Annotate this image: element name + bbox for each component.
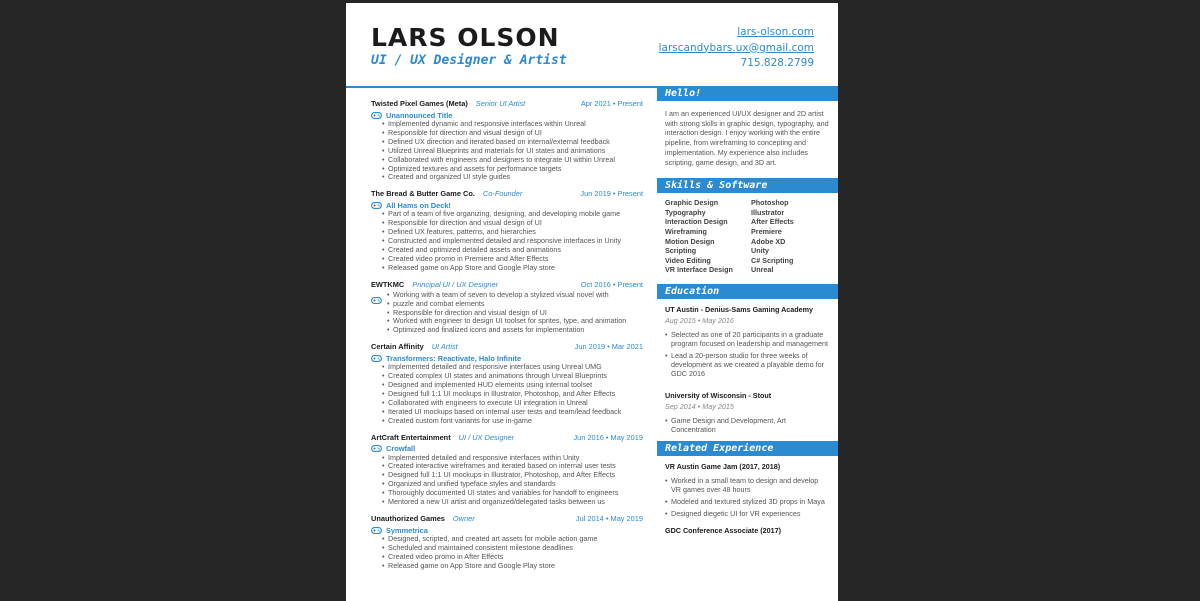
bullet-item: • Designed full 1:1 UI mockups in Illustrator, Photoshop, and After Effects [388, 471, 643, 480]
bullet-item: • Iterated UI mockups based on internal user tests and team/lead feedback [388, 408, 643, 417]
skill-item: Graphic Design [665, 198, 719, 208]
gamepad-icon [371, 445, 382, 452]
skill-item: Motion Design [665, 236, 715, 246]
project-name: Symmetrica [386, 525, 428, 535]
bullet-item: • Defined UX features, patterns, and hierarchies [388, 228, 643, 237]
bullet-item: • Optimized and finalized icons and assets for implementation [393, 326, 643, 335]
gamepad-icon [371, 355, 382, 362]
bullet-item: • Responsible for direction and visual design of UI [393, 309, 643, 318]
job-bullets [371, 291, 643, 336]
gamepad-icon [371, 202, 382, 209]
bullet-item: • Designed full 1:1 UI mockups in Illustrator, Photoshop, and After Effects [388, 390, 643, 399]
bullet-item: • Created interactive wireframes and iterated based on internal user tests [388, 462, 643, 471]
company-name: Unauthorized Games [371, 514, 445, 523]
bullet-item: • Released game on App Store and Google Play store [388, 562, 643, 571]
project-name: All Hams on Deck! [386, 200, 451, 210]
bullet-item: • Scheduled and maintained consistent milestone deadlines [388, 544, 643, 553]
job-role: UI Artist [431, 342, 458, 352]
software-item: Adobe XD [751, 236, 786, 246]
bullet-item: • Part of a team of five organizing, designing, and developing mobile game [388, 210, 643, 219]
job-entry [371, 514, 643, 571]
job-entry [371, 433, 643, 507]
project-name: Unannounced Title [386, 110, 453, 120]
bullet-item: • Collaborated with engineers and designers to integrate UI within Unreal [388, 156, 643, 165]
resume-job-title: UI / UX Designer & Artist [371, 53, 567, 68]
related-experience-list [657, 456, 838, 536]
skill-item: Video Editing [665, 255, 711, 265]
job-role: Senior UI Artist [475, 99, 526, 108]
skills-grid [657, 193, 838, 275]
bullet-item: • Worked with engineer to design UI toolset for sprites, type, and animation [393, 317, 643, 326]
phone-number: 715.828.2799 [740, 57, 814, 69]
software-item: Illustrator [751, 207, 785, 217]
gamepad-icon [371, 527, 382, 534]
school-name: UT Austin - Denius-Sams Gaming Academy [665, 304, 814, 314]
bullet-item: • Designed and implemented HUD elements using internal toolset [388, 381, 643, 390]
bullet-item: • Released game on App Store and Google Play store [388, 264, 643, 273]
school-name: University of Wisconsin - Stout [665, 390, 772, 400]
bullet-item: • Constructed and implemented detailed and responsive interfaces in Unity [388, 237, 643, 246]
bullet-item: • Created custom font variants for use in-game [388, 417, 643, 426]
bullet-item: • puzzle and combat elements [393, 300, 643, 309]
school-dates: Aug 2015 • May 2016 [665, 315, 734, 325]
job-entry [371, 189, 643, 272]
bullet-item: • Utilized Unreal Blueprints and materials for UI states and animations [388, 147, 643, 156]
education-bullets [665, 330, 830, 378]
skill-item: Scripting [665, 246, 697, 256]
bullet-item: • Responsible for direction and visual design of UI [388, 129, 643, 138]
bullet-item: • Created complex UI states and animations through Unreal Blueprints [388, 372, 643, 381]
job-header [371, 99, 643, 110]
school-dates: Sep 2014 • May 2015 [665, 401, 734, 411]
job-header [371, 433, 643, 444]
related-entry [657, 521, 838, 536]
software-item: Photoshop [751, 198, 789, 208]
gamepad-icon [371, 297, 382, 304]
job-dates: Jun 2019 • Present [580, 189, 643, 199]
bullet-item: • Created video promo in Premiere and After Effects [388, 255, 643, 264]
company-name: The Bread & Butter Game Co. [371, 189, 475, 199]
job-entry [371, 280, 643, 336]
email-link[interactable]: larscandybars.ux@gmail.com [658, 41, 814, 54]
related-title: GDC Conference Associate (2017) [665, 525, 781, 535]
bullet-item: • Collaborated with engineers to execute UI integration in Unreal [388, 399, 643, 408]
related-title: VR Austin Game Jam (2017, 2018) [665, 461, 781, 471]
bullet-item: • Implemented detailed and responsive interfaces using Unreal UMG [388, 363, 643, 372]
bullet-item: • Selected as one of 20 participants in a graduate program focused on leadership and management [671, 330, 830, 348]
education-bullets [665, 416, 830, 434]
bullet-item: • Worked in a small team to design and develop VR games over 48 hours [671, 476, 830, 494]
resume-name: LARS OLSON [371, 23, 560, 52]
company-name: EWTKMC [371, 279, 405, 289]
header-divider [346, 86, 657, 88]
bullet-item: • Defined UX direction and iterated based on internal/external feedback [388, 138, 643, 147]
bullet-item: • Organized and unified typeface styles and standards [388, 480, 643, 489]
software-item: After Effects [751, 217, 794, 227]
bullet-item: • Created video promo in After Effects [388, 553, 643, 562]
contact-block [659, 25, 814, 72]
job-header [371, 514, 643, 525]
job-bullets [371, 454, 643, 507]
bullets-with-icon [371, 291, 643, 336]
job-bullets [371, 363, 643, 425]
sidebar-column [657, 86, 838, 536]
job-dates: Oct 2016 • Present [580, 279, 643, 289]
job-role: UI / UX Designer [458, 432, 515, 442]
software-item: Unreal [751, 265, 774, 275]
job-header [371, 189, 643, 200]
skill-item: Wireframing [665, 227, 707, 236]
bullet-item: • Created and organized UI style guides [388, 173, 643, 182]
hello-heading: Hello! [657, 86, 838, 101]
software-item: Unity [751, 246, 769, 256]
bullet-item: • Optimized textures and assets for performance targets [388, 165, 643, 174]
bullet-item: • Implemented dynamic and responsive interfaces within Unreal [388, 120, 643, 129]
skill-item: Typography [665, 207, 706, 217]
company-name: Twisted Pixel Games (Meta) [371, 99, 468, 108]
company-name: ArtCraft Entertainment [371, 432, 451, 442]
resume-page [346, 3, 838, 601]
education-entry [657, 299, 838, 378]
job-bullets [371, 120, 643, 182]
education-heading: Education [657, 284, 838, 299]
skill-item: Interaction Design [665, 217, 728, 227]
related-entry [657, 456, 838, 518]
company-name: Certain Affinity [371, 342, 424, 352]
job-role: Principal UI / UX Designer [412, 279, 499, 289]
job-dates: Apr 2021 • Present [580, 99, 643, 108]
software-item: C# Scripting [751, 255, 794, 265]
job-role: Co-Founder [482, 189, 523, 199]
related-experience-heading: Related Experience [657, 441, 838, 456]
job-bullets [371, 210, 643, 272]
related-bullets [665, 476, 830, 518]
project-name: Transformers: Reactivate, Halo Infinite [386, 353, 522, 363]
job-dates: Jun 2016 • May 2019 [573, 432, 643, 442]
website-link[interactable]: lars-olson.com [737, 26, 814, 38]
bullet-item: • Created and optimized detailed assets and animations [388, 246, 643, 255]
bullet-item: • Responsible for direction and visual design of UI [388, 219, 643, 228]
bullet-item: • Modeled and textured stylized 3D props in Maya [671, 497, 830, 506]
bullet-item: • Designed, scripted, and created art assets for mobile action game [388, 535, 643, 544]
job-bullets [371, 535, 643, 571]
job-dates: Jun 2019 • Mar 2021 [574, 342, 643, 352]
job-dates: Jul 2014 • May 2019 [575, 514, 643, 523]
bullet-item: • Implemented detailed and responsive interfaces within Unity [388, 454, 643, 463]
software-item: Premiere [751, 227, 782, 236]
bullet-item: • Mentored a new UI artist and organized/delegated tasks between us [388, 498, 643, 507]
bullet-item: • Game Design and Development, Art Concentration [671, 416, 830, 434]
education-list [657, 299, 838, 434]
bullet-item: • Lead a 20-person studio for three weeks of development as we created a playable demo for GDC 2016 [671, 351, 830, 378]
skill-item: VR Interface Design [665, 265, 733, 275]
gamepad-icon [371, 112, 382, 119]
experience-column [371, 99, 643, 578]
bullet-item: • Working with a team of seven to develop a stylized visual novel with [393, 291, 643, 300]
project-name: Crowfall [386, 444, 416, 454]
education-entry [657, 381, 838, 434]
skills-heading: Skills & Software [657, 178, 838, 193]
job-header [371, 342, 643, 353]
bullet-item: • Thoroughly documented UI states and variables for handoff to engineers [388, 489, 643, 498]
job-role: Owner [452, 514, 475, 523]
bullet-item: • Designed diegetic UI for VR experiences [671, 509, 830, 518]
hello-text: I am an experienced UI/UX designer and 2D artist with strong skills in graphic design, typography, and interaction design. I enjoy working with the entire pipeline, from wireframing to concepting and implementation. My experience also includes scripting, game design, and 3D art. [665, 109, 829, 167]
job-entry [371, 99, 643, 182]
job-entry [371, 342, 643, 425]
